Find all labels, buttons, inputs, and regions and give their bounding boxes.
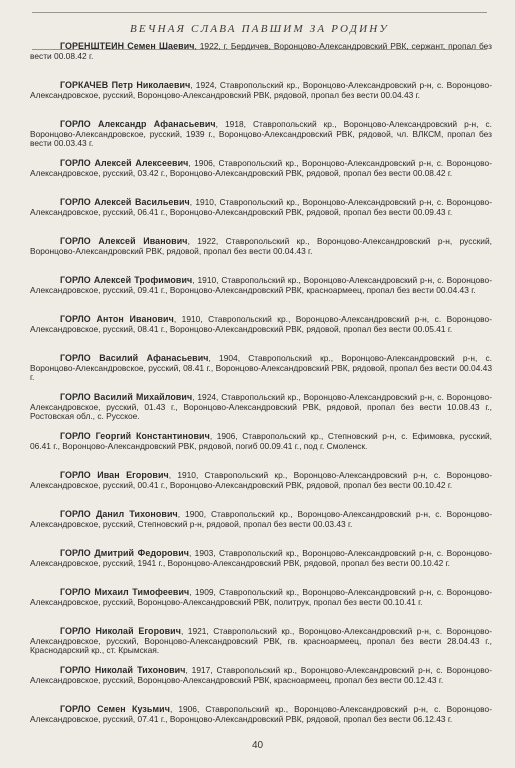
entry-name: ГОРЛО Антон Иванович	[60, 315, 174, 324]
entry-name: ГОРЛО Георгий Константинович	[60, 432, 210, 441]
list-item	[30, 120, 492, 159]
list-item	[30, 237, 492, 276]
entry-name: ГОРЛО Алексей Алексеевич	[60, 159, 189, 168]
entry-name: ГОРЛО Алексей Иванович	[60, 237, 188, 246]
entry-name: ГОРЛО Александр Афанасьевич	[60, 120, 216, 129]
entry-details: , 1917, Ставропольский кр., Воронцово-Александровский р-н, с. Воронцово-Александровское, русский, Воронцово-Александровский РВК, красноармеец, пропал без вести 00.12.43 г.	[30, 666, 492, 685]
list-item	[30, 705, 492, 744]
entry-details: , 1910, Ставропольский кр., Воронцово-Александровский р-н, с. Воронцово-Александровское, русский, 08.41 г., Воронцово-Александровский РВК, рядовой, пропал без вести 00.05.41 г.	[30, 315, 492, 334]
entry-name: ГОРЛО Дмитрий Федорович	[60, 549, 190, 558]
entry-details: , 1906, Ставропольский кр., Воронцово-Александровский р-н, с. Воронцово-Александровское, русский, 03.42 г., Воронцово-Александровский РВК, рядовой, пропал без вести 00.08.42 г.	[30, 159, 492, 178]
entry-name: ГОРЛО Семен Кузьмич	[60, 705, 170, 714]
entry-name: ГОРЛО Николай Тихонович	[60, 666, 186, 675]
entry-details: , 1903, Ставропольский кр., Воронцово-Александровский р-н, с. Воронцово-Александровское, русский, 1941 г., Воронцово-Александровский РВК, рядовой, пропал без вести 00.10.42 г.	[30, 549, 492, 568]
entry-name: ГОРЛО Василий Афанасьевич	[60, 354, 209, 363]
entry-details: , 1922, г. Бердичев, Воронцово-Александровский РВК, сержант, пропал без вести 00.08.42 г.	[30, 42, 492, 61]
entry-name: ГОРЕНШТЕЙН Семен Шаевич	[60, 42, 195, 51]
list-item	[30, 354, 492, 393]
entry-name: ГОРЛО Данил Тихонович	[60, 510, 178, 519]
entry-name: ГОРКАЧЕВ Петр Николаевич	[60, 81, 191, 90]
list-item	[30, 588, 492, 627]
entry-details: , 1906, Ставропольский кр., Воронцово-Александровский р-н, с. Воронцово-Александровское, русский, 07.41 г., Воронцово-Александровский РВК, рядовой, пропал без вести 06.12.43 г.	[30, 705, 492, 724]
list-item	[30, 276, 492, 315]
list-item	[30, 471, 492, 510]
entry-details: , 1900, Ставропольский кр., Воронцово-Александровский р-н, с. Воронцово-Александровское, русский, Степновский р-н, рядовой, пропал без вести 00.03.43 г.	[30, 510, 492, 529]
list-item	[30, 42, 492, 81]
list-item	[30, 159, 492, 198]
entry-details: , 1918, Ставропольский кр., Воронцово-Александровский р-н, с. Воронцово-Александровское, русский, 1939 г., Воронцово-Александровский РВК, рядовой, чл. ВЛКСМ, пропал без вести 00.03.43 г.	[30, 120, 492, 149]
list-item	[30, 666, 492, 705]
entry-details: , 1910, Ставропольский кр., Воронцово-Александровский р-н, с. Воронцово-Александровское, русский, 00.41 г., Воронцово-Александровский РВК, рядовой, пропал без вести 00.10.42 г.	[30, 471, 492, 490]
entry-name: ГОРЛО Николай Егорович	[60, 627, 181, 636]
entry-name: ГОРЛО Алексей Васильевич	[60, 198, 190, 207]
entry-details: , 1922, Ставропольский кр., Воронцово-Александровский р-н, русский, Воронцово-Александровский РВК, рядовой, пропал без вести 00.04.43 г.	[30, 237, 492, 256]
list-item	[30, 510, 492, 549]
list-item	[30, 81, 492, 120]
entry-details: , 1910, Ставропольский кр., Воронцово-Александровский р-н, с. Воронцово-Александровское, русский, 09.41 г., Воронцово-Александровский РВК, красноармеец, пропал без вести 00.04.43 г.	[30, 276, 492, 295]
entry-name: ГОРЛО Василий Михайлович	[60, 393, 193, 402]
running-header-title: ВЕЧНАЯ СЛАВА ПАВШИМ ЗА РОДИНУ	[129, 23, 390, 35]
list-item	[30, 315, 492, 354]
list-item	[30, 432, 492, 471]
entries-list	[30, 42, 492, 744]
entry-details: , 1910, Ставропольский кр., Воронцово-Александровский р-н, с. Воронцово-Александровское, русский, 06.41 г., Воронцово-Александровский РВК, рядовой, пропал без вести 00.09.43 г.	[30, 198, 492, 217]
entry-details: , 1904, Ставропольский кр., Воронцово-Александровский р-н, с. Воронцово-Александровское, русский, 08.41 г., Воронцово-Александровский РВК, рядовой, пропал без вести 00.04.43 г.	[30, 354, 492, 383]
entry-details: , 1921, Ставропольский кр., Воронцово-Александровский р-н, с. Воронцово-Александровское, русский, Воронцово-Александровский РВК, гв. красноармеец, пропал без вести 28.04.43 г., Краснодарский кр., ст. Крымская.	[30, 627, 492, 656]
list-item	[30, 627, 492, 666]
entry-details: , 1924, Ставропольский кр., Воронцово-Александровский р-н, с. Воронцово-Александровское, русский, Воронцово-Александровский РВК, рядовой, пропал без вести 00.04.43 г.	[30, 81, 492, 100]
entry-details: , 1924, Ставропольский кр., Воронцово-Александровский р-н, с. Воронцово-Александровское, русский, 01.43 г., Воронцово-Александровский РВК, рядовой, пропал без вести 10.08.43 г., Ростовская обл., с. Русское.	[30, 393, 492, 422]
entry-details: , 1906, Ставропольский кр., Степновский р-н, с. Ефимовка, русский, 06.41 г., Воронцово-Александровский РВК, рядовой, погиб 00.09.41 г., под г. Смоленск.	[30, 432, 492, 451]
entry-name: ГОРЛО Михаил Тимофеевич	[60, 588, 190, 597]
list-item	[30, 393, 492, 432]
page-number: 40	[251, 740, 264, 751]
list-item	[30, 198, 492, 237]
entry-name: ГОРЛО Иван Егорович	[60, 471, 169, 480]
list-item	[30, 549, 492, 588]
entry-name: ГОРЛО Алексей Трофимович	[60, 276, 193, 285]
entry-details: , 1909, Ставропольский кр., Воронцово-Александровский р-н, с. Воронцово-Александровское, русский, Воронцово-Александровский РВК, политрук, пропал без вести 00.10.41 г.	[30, 588, 492, 607]
